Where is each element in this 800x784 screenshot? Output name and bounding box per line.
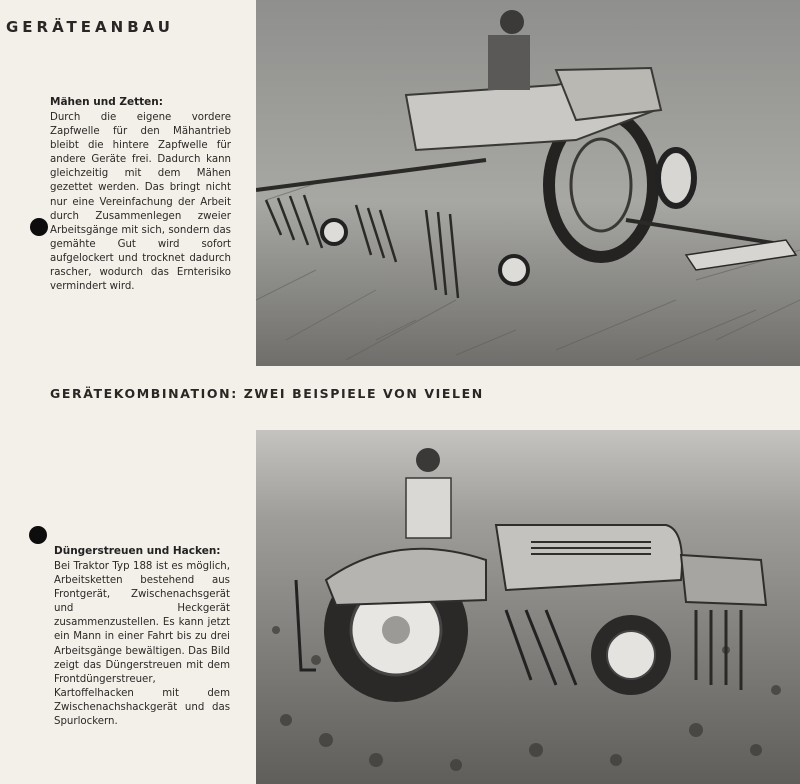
block-heading-duenger: Düngerstreuen und Hacken: [54, 545, 221, 557]
section-heading: GERÄTEKOMBINATION: ZWEI BEISPIELE VON VIELEN [50, 386, 484, 401]
photo-fertilizing-tractor [256, 430, 800, 784]
binder-hole [30, 218, 48, 236]
block-heading-maehen: Mähen und Zetten: [50, 96, 163, 108]
tractor-hoeing-illustration [256, 430, 800, 784]
binder-hole [29, 526, 47, 544]
photo-mowing-tractor [256, 0, 800, 366]
block-body-maehen: Durch die eigene vordere Zapfwelle für den Mähantrieb bleibt die hintere Zapfwelle für andere Geräte frei. Dadurch kann gleichzeitig mit dem Mähen gezettet werden. Das bringt nicht nur eine Vereinfachung der Arbeit durch Zusammenlegen zweier Arbeitsgänge mit sich, sondern das gemähte Gut wird sofort aufgelockert und trocknet dadurch rascher, wodurch das Ernterisiko vermindert wird. [50, 112, 231, 293]
page-title: GERÄTEANBAU [6, 18, 174, 36]
block-body-duenger: Bei Traktor Typ 188 ist es möglich, Arbeitsketten bestehend aus Frontgerät, Zwischenachsgerät und Heckgerät zusammenzustellen. Es kann jetzt ein Mann in einer Fahrt bis zu drei Arbeitsgänge bewältigen. Das Bild zeigt das Düngerstreuen mit dem Frontdüngerstreuer, Kartoffelhacken mit dem Zwischenachshackgerät und das Spurlockern. [54, 561, 230, 728]
tractor-mowing-illustration [256, 0, 800, 366]
